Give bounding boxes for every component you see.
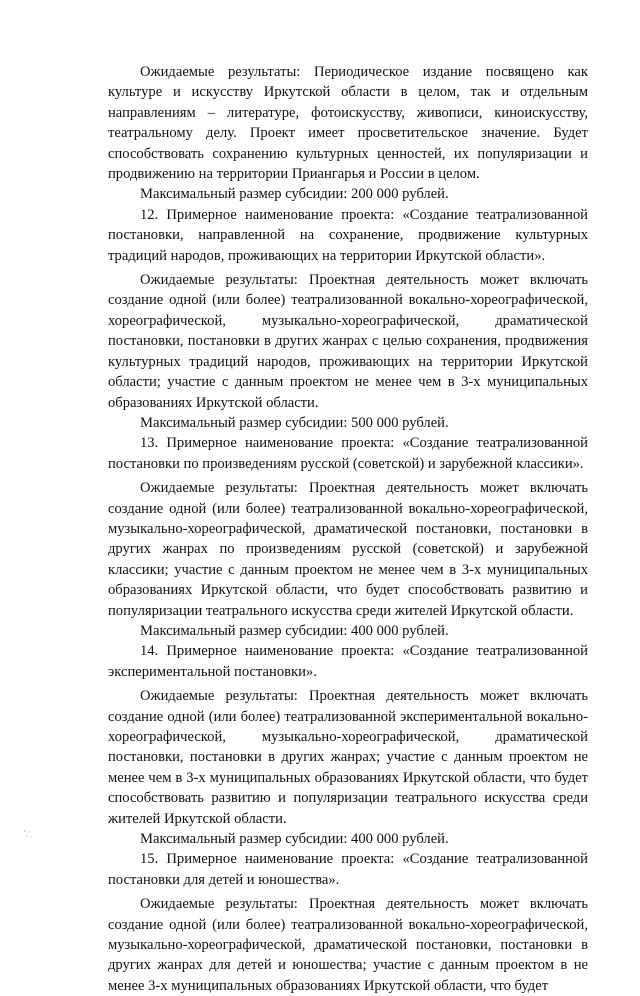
paragraph-max-subsidy: Максимальный размер субсидии: 400 000 рублей.: [140, 622, 449, 639]
paragraph-max-subsidy: Максимальный размер субсидии: 200 000 рублей.: [140, 186, 449, 203]
paragraph-project-15-results: Ожидаемые результаты: Проектная деятельность может включать создание одной (или более) театрализованной вокально-хореографической, музыкально-хореографической, драматической постановки, постановки в других жанрах для детей и юношества; участие с данным проектом в не менее 3-х муниципальных образованиях Иркутской области, что будет: [108, 896, 588, 994]
paragraph-project-14-title: 14. Примерное наименование проекта: «Создание театрализованной экспериментальной постановки».: [108, 643, 588, 680]
paragraph-project-13-title: 13. Примерное наименование проекта: «Создание театрализованной постановки по произведениям русской (советской) и зарубежной классики».: [108, 435, 588, 472]
paragraph-project-13-results: Ожидаемые результаты: Проектная деятельность может включать создание одной (или более) театрализованной вокально-хореографической, музыкально-хореографической, драматической постановки, постановки в других жанрах по произведениям русской (советской) и зарубежной классики; участие с данным проектом не менее чем в 3-х муниципальных образованиях Иркутской области, что будет способствовать развитию и популяризации театрального искусства среди жителей Иркутской области.: [108, 480, 588, 619]
document-body: [108, 62, 588, 996]
paragraph-max-subsidy: Максимальный размер субсидии: 400 000 рублей.: [140, 831, 449, 848]
scan-artifact: [22, 828, 34, 840]
paragraph-project-14-results: Ожидаемые результаты: Проектная деятельность может включать создание одной (или более) театрализованной экспериментальной вокально-хореографической, музыкально-хореографической, драматической постановки, постановки в других жанрах; участие с данным проектом не менее чем в 3-х муниципальных образованиях Иркутской области, что будет способствовать развитию и популяризации театрального искусства среди жителей Иркутской области.: [108, 688, 588, 827]
paragraph-max-subsidy: Максимальный размер субсидии: 500 000 рублей.: [140, 414, 449, 431]
paragraph-project-12-results: Ожидаемые результаты: Проектная деятельность может включать создание одной (или более) театрализованной вокально-хореографической, хореографической, музыкально-хореографической, драматической постановки, постановки в других жанрах с целью сохранения, продвижения культурных традиций народов, проживающих на территории Иркутской области; участие с данным проектом не менее чем в 3-х муниципальных образованиях Иркутской области.: [108, 272, 588, 411]
paragraph-expected-results-periodical: Ожидаемые результаты: Периодическое издание посвящено как культуре и искусству Иркутской области в целом, так и отдельным направлениям – литературе, фотоискусству, живописи, киноискусству, театральному делу. Проект имеет просветительское значение. Будет способствовать сохранению культурных ценностей, их популяризации и продвижению на территории Приангарья и России в целом.: [108, 64, 588, 183]
paragraph-project-15-title: 15. Примерное наименование проекта: «Создание театрализованной постановки для детей и юношества».: [108, 851, 588, 888]
paragraph-project-12-title: 12. Примерное наименование проекта: «Создание театрализованной постановки, направленной на сохранение, продвижение культурных традиций народов, проживающих на территории Иркутской области».: [108, 206, 588, 264]
